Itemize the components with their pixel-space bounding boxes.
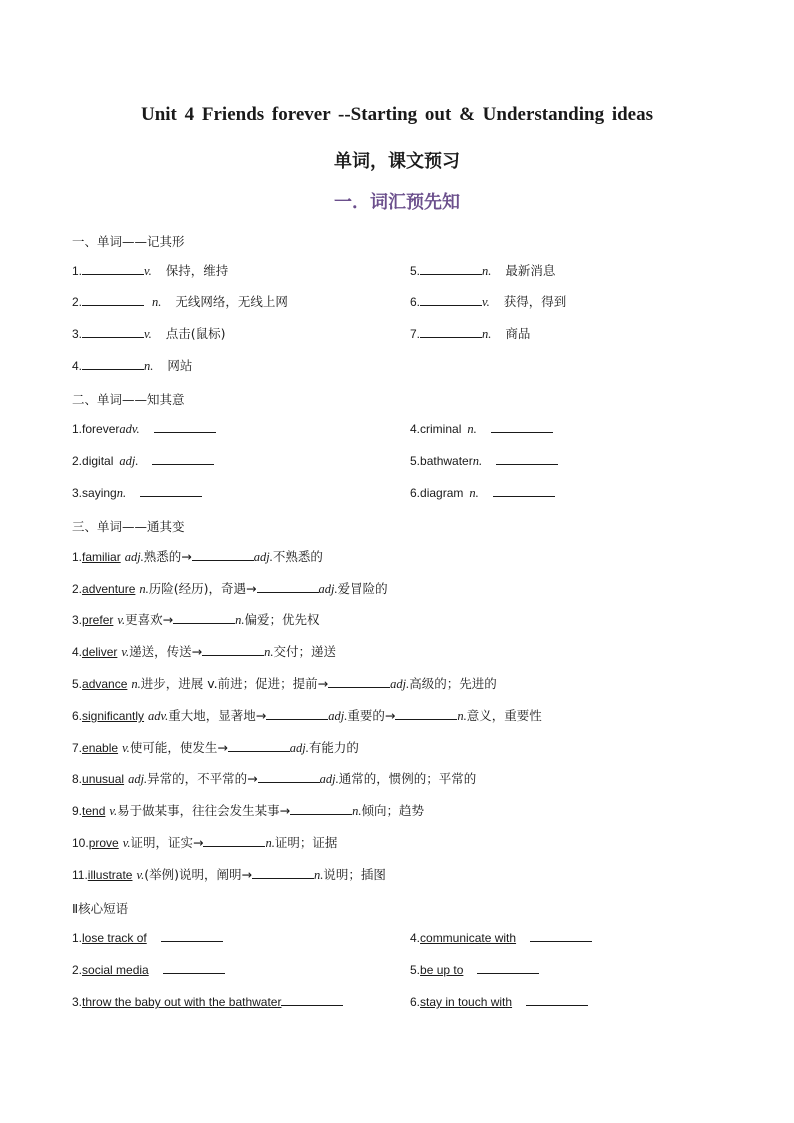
part-of-speech: v. [136, 868, 145, 882]
part3-item [72, 835, 337, 851]
answer-blank[interactable] [82, 294, 144, 306]
part-of-speech: n. [235, 613, 245, 627]
vocab-word: saying [82, 486, 117, 500]
part-of-speech: adv. [119, 422, 140, 436]
item-number: 2. [72, 295, 83, 309]
part-of-speech: adj. [253, 550, 273, 564]
part-of-speech: v. [117, 613, 126, 627]
item-number: 1. [72, 422, 83, 436]
part-of-speech: v. [122, 836, 131, 850]
answer-blank[interactable] [420, 326, 482, 338]
answer-blank[interactable] [252, 867, 314, 879]
item-number: 9. [72, 804, 83, 818]
part3-item [72, 740, 359, 756]
phrase-item [72, 994, 343, 1010]
item-number: 3. [72, 486, 83, 500]
item-number: 4. [72, 359, 83, 373]
answer-blank[interactable] [395, 708, 457, 720]
page-subtitle: 单词，课文预习 [334, 151, 460, 172]
part-of-speech: adj. [124, 550, 144, 564]
part-of-speech: v. [144, 264, 152, 278]
phrase: social media [82, 963, 149, 977]
part2-item [410, 485, 555, 501]
item-number: 6. [410, 486, 421, 500]
answer-blank[interactable] [192, 549, 254, 561]
part-of-speech: n. [139, 582, 149, 596]
part4-heading: Ⅱ核心短语 [72, 901, 129, 916]
part-of-speech: adj. [328, 709, 348, 723]
item-number: 5. [410, 454, 421, 468]
part2-item [410, 453, 558, 469]
vocab-word: forever [82, 422, 120, 436]
answer-blank[interactable] [152, 453, 214, 465]
answer-blank[interactable] [203, 835, 265, 847]
part-of-speech: n. [467, 422, 477, 436]
answer-blank[interactable] [420, 294, 482, 306]
item-number: 1. [72, 550, 83, 564]
vocab-word: adventure [82, 582, 136, 596]
answer-blank[interactable] [228, 740, 290, 752]
answer-blank[interactable] [257, 581, 319, 593]
part2-item [410, 421, 553, 437]
item-number: 10. [72, 836, 89, 850]
meaning: 说明；插图 [323, 867, 386, 882]
answer-blank[interactable] [82, 263, 144, 275]
phrase: be up to [420, 963, 464, 977]
meaning: 意义，重要性 [466, 708, 542, 723]
answer-blank[interactable] [140, 485, 202, 497]
item-number: 1. [72, 931, 83, 945]
part2-item [72, 421, 216, 437]
part-of-speech: n. [265, 836, 275, 850]
part3-item [72, 581, 388, 597]
answer-blank[interactable] [281, 994, 343, 1006]
part-of-speech: v. [482, 295, 490, 309]
part-of-speech: n. [152, 295, 162, 309]
part1-item [72, 326, 226, 342]
item-number: 8. [72, 772, 83, 786]
meaning: 重要的→ [347, 708, 396, 723]
meaning: 获得，得到 [503, 294, 567, 309]
item-number: 6. [72, 709, 83, 723]
meaning: 不熟悉的 [272, 549, 323, 564]
part2-item [72, 453, 214, 469]
part2-heading: 二、单词——知其意 [72, 392, 185, 407]
answer-blank[interactable] [328, 676, 390, 688]
part-of-speech: adj. [319, 772, 339, 786]
answer-blank[interactable] [266, 708, 328, 720]
item-number: 4. [410, 422, 421, 436]
item-number: 3. [72, 995, 83, 1009]
meaning: 点击(鼠标) [165, 326, 226, 341]
meaning: 偏爱；优先权 [244, 612, 320, 627]
meaning: 最新消息 [505, 263, 556, 278]
part3-heading: 三、单词——通其变 [72, 519, 185, 534]
vocab-word: unusual [82, 772, 125, 786]
answer-blank[interactable] [526, 994, 588, 1006]
meaning: 无线网络，无线上网 [175, 294, 288, 309]
item-number: 7. [410, 327, 421, 341]
item-number: 5. [410, 963, 421, 977]
part1-heading: 一、单词——记其形 [72, 234, 185, 249]
answer-blank[interactable] [290, 803, 352, 815]
phrase: lose track of [82, 931, 147, 945]
part1-item [72, 294, 288, 310]
item-number: 4. [410, 931, 421, 945]
meaning: 熟悉的→ [143, 549, 192, 564]
vocab-word: advance [82, 677, 128, 691]
part-of-speech: adj. [289, 741, 309, 755]
part2-item [72, 485, 202, 501]
vocab-word: illustrate [87, 868, 133, 882]
part-of-speech: n. [131, 677, 141, 691]
answer-blank[interactable] [493, 485, 555, 497]
answer-blank[interactable] [420, 263, 482, 275]
meaning: 异常的，不平常的→ [147, 771, 258, 786]
meaning: 重大地，显著地→ [168, 708, 267, 723]
phrase: communicate with [420, 931, 517, 945]
section-title: 一．词汇预先知 [334, 192, 460, 213]
answer-blank[interactable] [491, 421, 553, 433]
part-of-speech: v. [109, 804, 118, 818]
phrase-item [410, 962, 539, 978]
item-number: 3. [72, 327, 83, 341]
item-number: 11. [72, 868, 88, 882]
meaning: 证明；证据 [274, 835, 338, 850]
vocab-word: criminal [420, 422, 462, 436]
meaning: 保持，维持 [165, 263, 229, 278]
item-number: 5. [410, 264, 421, 278]
answer-blank[interactable] [163, 962, 225, 974]
part3-item [72, 867, 386, 883]
meaning: 易于做某事，往往会发生某事→ [117, 803, 291, 818]
part3-item [72, 676, 497, 692]
meaning: 证明，证实→ [130, 835, 204, 850]
vocab-word: prefer [82, 613, 114, 627]
meaning: 网站 [167, 358, 193, 373]
part-of-speech: n. [264, 645, 274, 659]
answer-blank[interactable] [82, 326, 144, 338]
item-number: 6. [410, 295, 421, 309]
vocab-word: enable [82, 741, 119, 755]
part1-item [72, 358, 192, 374]
part-of-speech: v. [144, 327, 152, 341]
vocab-word: prove [88, 836, 119, 850]
part-of-speech: n. [352, 804, 362, 818]
answer-blank[interactable] [202, 644, 264, 656]
part-of-speech: adj. [119, 454, 139, 468]
part-of-speech: adj. [128, 772, 148, 786]
part1-item [410, 263, 555, 279]
item-number: 3. [72, 613, 83, 627]
meaning: 使可能，使发生→ [129, 740, 228, 755]
meaning: 更喜欢→ [125, 612, 174, 627]
part-of-speech: n. [482, 327, 492, 341]
meaning: 历险(经历)，奇遇→ [148, 581, 257, 596]
part-of-speech: adv. [148, 709, 169, 723]
answer-blank[interactable] [82, 358, 144, 370]
item-number: 2. [72, 963, 83, 977]
phrase: throw the baby out with the bathwater [82, 995, 282, 1009]
part1-item [72, 263, 228, 279]
meaning: 爱冒险的 [337, 581, 388, 596]
item-number: 1. [72, 264, 83, 278]
part1-item [410, 326, 530, 342]
phrase-item [410, 930, 592, 946]
vocab-word: familiar [82, 550, 121, 564]
answer-blank[interactable] [477, 962, 539, 974]
part1-item [410, 294, 566, 310]
meaning: 商品 [505, 326, 531, 341]
vocab-word: diagram [420, 486, 464, 500]
item-number: 5. [72, 677, 83, 691]
part-of-speech: n. [482, 264, 492, 278]
phrase: stay in touch with [420, 995, 513, 1009]
phrase-item [410, 994, 588, 1010]
answer-blank[interactable] [154, 421, 216, 433]
meaning: 高级的；先进的 [409, 676, 497, 691]
meaning: (举例)说明，阐明→ [144, 867, 252, 882]
item-number: 7. [72, 741, 83, 755]
vocab-word: digital [82, 454, 114, 468]
meaning: 有能力的 [308, 740, 359, 755]
part3-item [72, 612, 320, 628]
part3-item [72, 549, 323, 565]
meaning: 进步，进展 v.前进；促进；提前→ [140, 676, 329, 691]
part-of-speech: n. [313, 868, 324, 882]
part3-item [72, 708, 542, 724]
answer-blank[interactable] [173, 612, 235, 624]
part-of-speech: v. [121, 645, 130, 659]
answer-blank[interactable] [530, 930, 592, 942]
item-number: 4. [72, 645, 83, 659]
vocab-word: bathwater [420, 454, 473, 468]
part-of-speech: n. [472, 454, 483, 468]
part-of-speech: adj. [390, 677, 410, 691]
meaning: 通常的，惯例的；平常的 [338, 771, 477, 786]
page-title: Unit 4 Friends forever --Starting out & Understanding ideas [140, 104, 654, 125]
answer-blank[interactable] [496, 453, 558, 465]
vocab-word: deliver [82, 645, 118, 659]
vocab-word: significantly [82, 709, 145, 723]
part-of-speech: v. [122, 741, 130, 755]
phrase-item [72, 930, 223, 946]
part3-item [72, 644, 336, 660]
part-of-speech: n. [144, 359, 154, 373]
item-number: 2. [72, 582, 83, 596]
answer-blank[interactable] [161, 930, 223, 942]
part-of-speech: n. [469, 486, 479, 500]
part3-item [72, 771, 476, 787]
item-number: 2. [72, 454, 83, 468]
part3-item [72, 803, 424, 819]
part-of-speech: n. [116, 486, 127, 500]
vocab-word: tend [82, 804, 106, 818]
item-number: 6. [410, 995, 421, 1009]
answer-blank[interactable] [258, 771, 320, 783]
part-of-speech: adj. [318, 582, 338, 596]
part-of-speech: n. [457, 709, 467, 723]
meaning: 递送，传送→ [129, 644, 203, 659]
meaning: 交付；递送 [273, 644, 336, 659]
phrase-item [72, 962, 225, 978]
meaning: 倾向；趋势 [361, 803, 424, 818]
